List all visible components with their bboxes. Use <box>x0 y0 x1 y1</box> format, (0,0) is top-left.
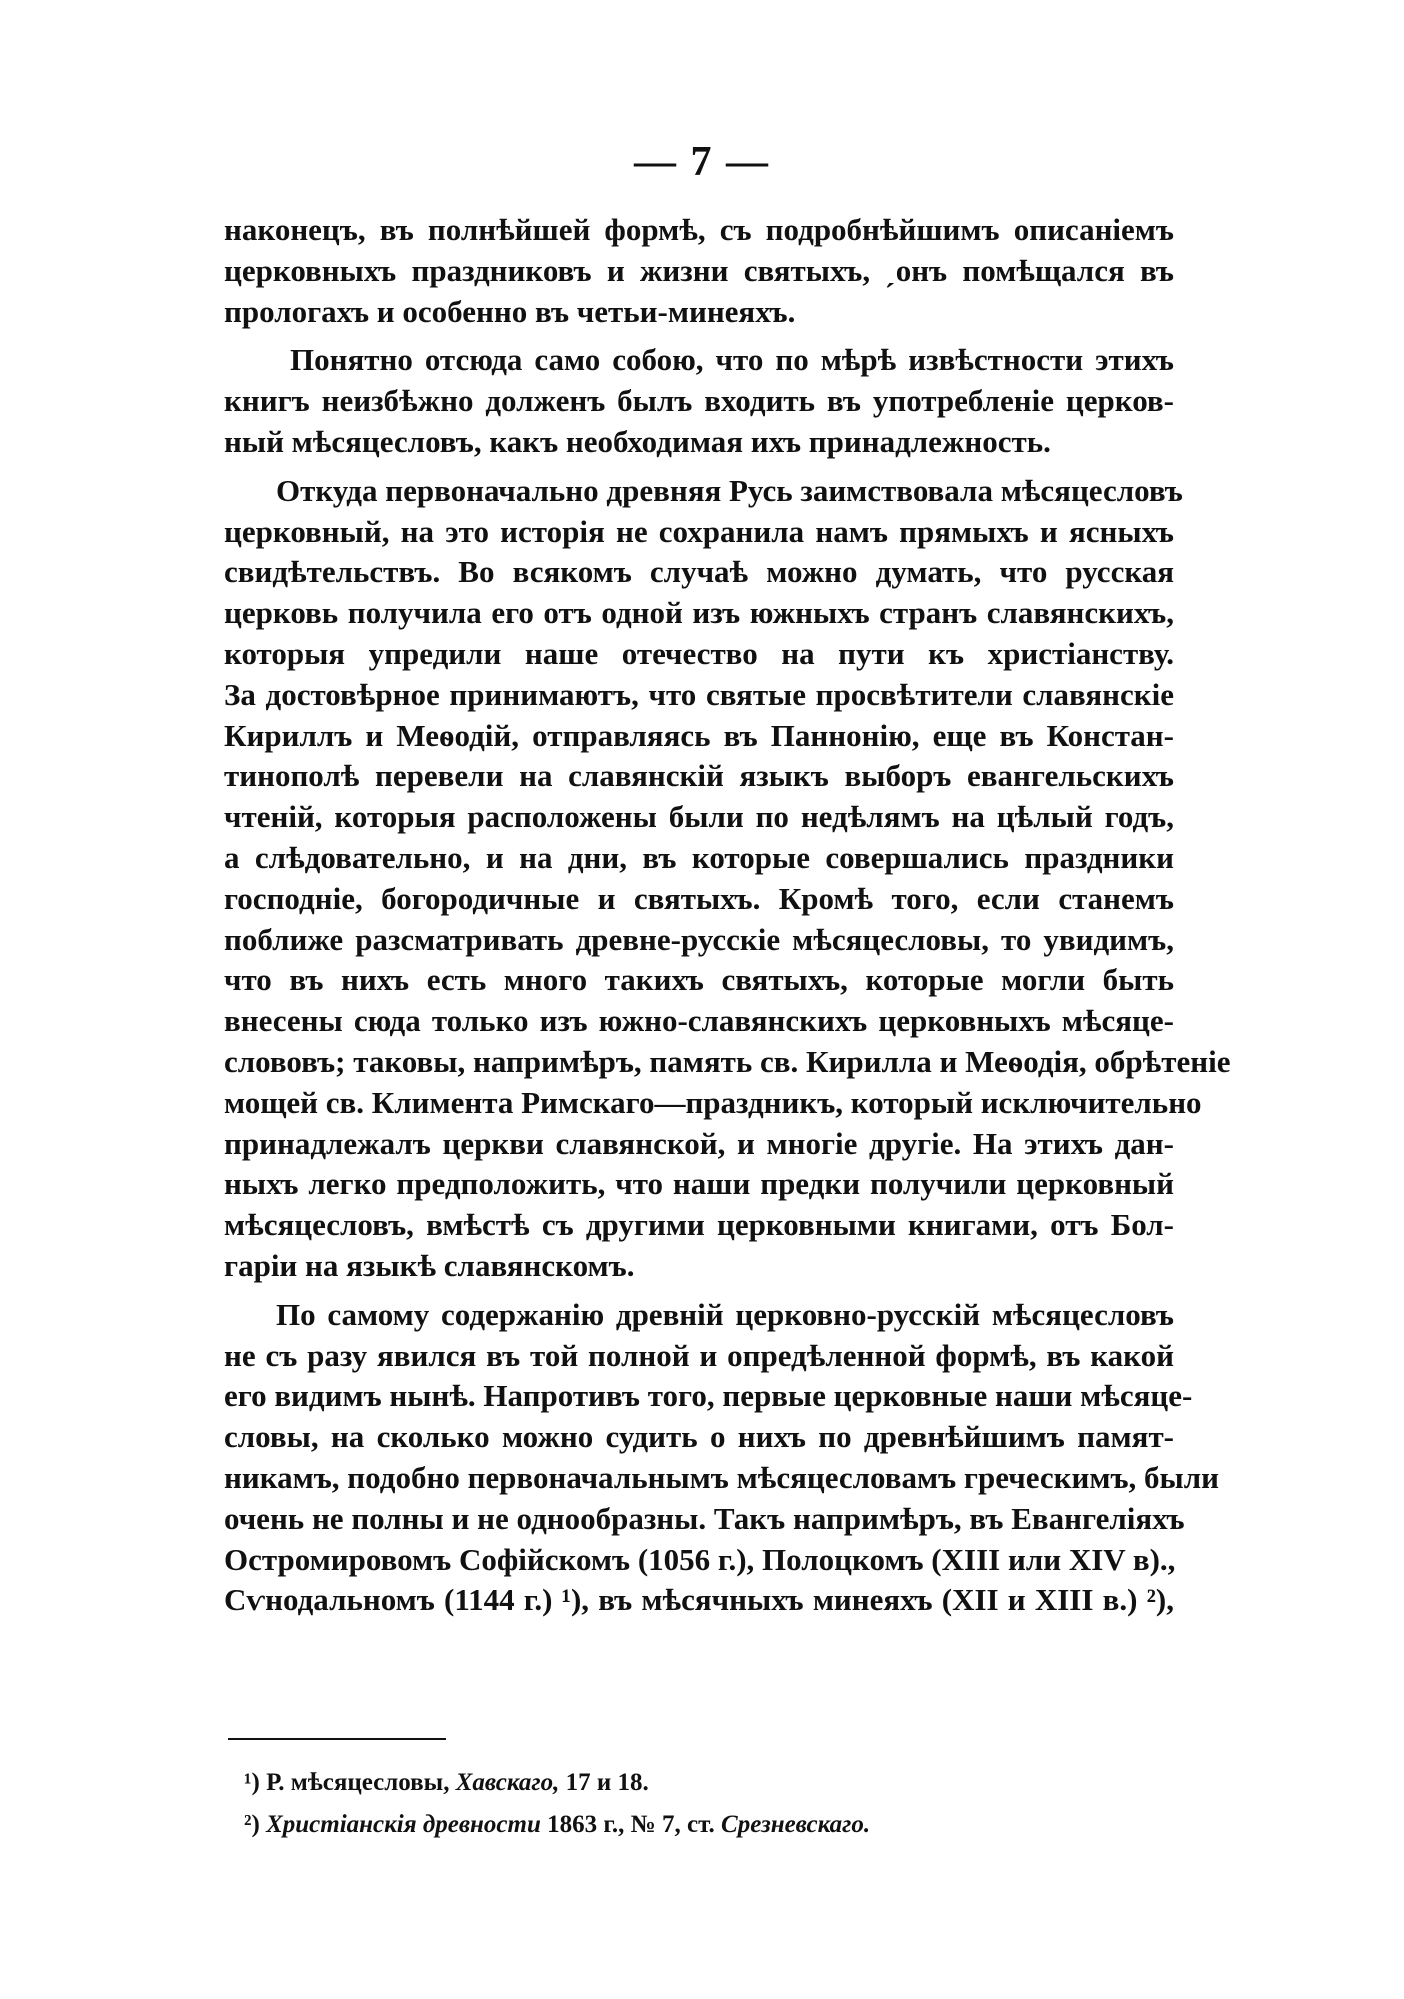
text-line: прологахъ и особенно въ четьи-минеяхъ. <box>224 293 796 329</box>
text-line: Сѵнодальномъ (1144 г.) ¹), въ мѣсячныхъ минеяхъ (XII и XIII в.) ²), <box>224 1582 1174 1618</box>
text-line: мѣсяцесловъ, вмѣстѣ съ другими церковными книгами, отъ Бол- <box>224 1207 1174 1243</box>
text-line: его видимъ нынѣ. Напротивъ того, первые церковные наши мѣсяце- <box>224 1378 1193 1414</box>
text-line: а слѣдовательно, и на дни, въ которые совершались праздники <box>224 839 1174 875</box>
text-line: свидѣтельствъ. Во всякомъ случаѣ можно думать, что русская <box>224 554 1174 590</box>
text-line: церковный, на это исторія не сохранила намъ прямыхъ и ясныхъ <box>224 513 1174 549</box>
text-line: мощей св. Климента Римскаго—праздникъ, который исключительно <box>224 1084 1202 1120</box>
text-line: никамъ, подобно первоначальнымъ мѣсяцесловамъ греческимъ, были <box>224 1459 1219 1495</box>
text-line: тинополѣ перевели на славянскій языкъ выборъ евангельскихъ <box>224 758 1174 794</box>
text-line: что въ нихъ есть много такихъ святыхъ, которые могли быть <box>224 962 1174 998</box>
text-line: книгъ неизбѣжно долженъ былъ входить въ употребленіе церков- <box>224 383 1174 419</box>
text-line: Откуда первоначально древняя Русь заимствовала мѣсяцесловъ <box>276 472 1183 508</box>
footnote-text: Р. мѣсяцесловы, <box>266 1769 450 1796</box>
paragraph <box>224 471 1231 1287</box>
text-line: слововъ; таковы, напримѣръ, память св. Кирилла и Меѳодія, обрѣтеніе <box>224 1043 1231 1079</box>
text-line: ный мѣсяцесловъ, какъ необходимая ихъ принадлежность. <box>224 423 1051 459</box>
page-number: — 7 — <box>634 139 770 185</box>
text-line: Понятно отсюда само собою, что по мѣрѣ извѣстности этихъ <box>290 342 1174 378</box>
text-line: не съ разу явился въ той полной и опредѣленной формѣ, въ какой <box>224 1337 1174 1373</box>
text-line: господніе, богородичные и святыхъ. Кромѣ того, если станемъ <box>224 880 1174 916</box>
text-line: наконецъ, въ полнѣйшей формѣ, съ подробнѣйшимъ описаніемъ <box>224 212 1174 247</box>
text-line: принадлежалъ церкви славянской, и многіе другіе. На этихъ дан- <box>224 1125 1174 1161</box>
text-line: словы, на сколько можно судить о нихъ по древнѣйшимъ памят- <box>224 1419 1174 1455</box>
text-line: поближе разсматривать древне-русскіе мѣсяцесловы, то увидимъ, <box>224 921 1174 957</box>
text-line: очень не полны и не однообразны. Такъ напримѣръ, въ Евангеліяхъ <box>224 1500 1185 1536</box>
text-line: внесены сюда только изъ южно-славянскихъ церковныхъ мѣсяце- <box>224 1003 1174 1039</box>
text-line: церковныхъ праздниковъ и жизни святыхъ, ˏонъ помѣщался въ <box>224 252 1174 288</box>
footnote-source: Христіанскія древности <box>266 1811 541 1838</box>
footnote-marker: ¹) <box>244 1769 260 1796</box>
footnote-author: Хавскаго, <box>455 1769 560 1796</box>
body-text <box>224 210 1231 1621</box>
text-line: По самому содержанію древній церковно-русскій мѣсяцесловъ <box>276 1296 1174 1332</box>
paragraph <box>224 1295 1219 1621</box>
footnote-1 <box>244 1762 1144 1804</box>
footnote-divider <box>228 1738 446 1740</box>
text-line: которыя упредили наше отечество на пути къ христіанству. <box>224 635 1174 671</box>
paragraph <box>224 210 1174 332</box>
footnote-marker: ²) <box>244 1811 260 1838</box>
footnote-issue: 1863 г., № 7, ст. <box>547 1811 715 1838</box>
footnote-pages: 17 и 18. <box>565 1769 649 1796</box>
footnote-author: Срезневскаго. <box>721 1811 871 1838</box>
paragraph <box>224 340 1174 462</box>
footnote-2 <box>244 1804 1144 1846</box>
text-line: Остромировомъ Софійскомъ (1056 г.), Полоцкомъ (XIII или XIV в)., <box>224 1541 1176 1577</box>
text-line: гаріи на языкѣ славянскомъ. <box>224 1247 635 1283</box>
text-line: Кириллъ и Меѳодій, отправляясь въ Паннонію, еще въ Констан- <box>224 717 1174 753</box>
text-line: чтеній, которыя расположены были по недѣлямъ на цѣлый годъ, <box>224 799 1174 835</box>
footnotes <box>244 1762 1144 1846</box>
text-line: За достовѣрное принимаютъ, что святые просвѣтители славянскіе <box>224 676 1174 712</box>
text-line: ныхъ легко предположить, что наши предки получили церковный <box>224 1166 1174 1202</box>
text-line: церковь получила его отъ одной изъ южныхъ странъ славянскихъ, <box>224 595 1174 631</box>
